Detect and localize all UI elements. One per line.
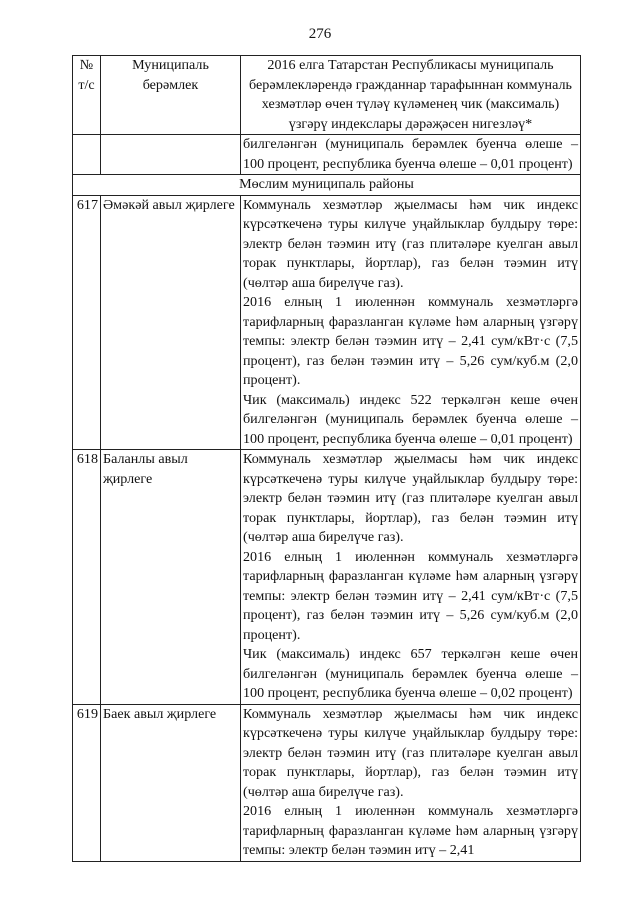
- header-municipality: Муниципаль берәмлек: [101, 56, 241, 135]
- row-description: [241, 195, 581, 450]
- region-title: Мөслим муниципаль районы: [73, 175, 581, 196]
- table-row: [73, 704, 581, 861]
- municipality-name: Баек авыл җирлеге: [101, 704, 241, 861]
- header-description: 2016 елга Татарстан Республикасы муниципаль берәмлекләрендә гражданнар тарафыннан коммуналь хезмәтләр өчен түләү күләменең чик (максималь) үзгәрү индекслары дәрәҗәсен нигезләү*: [241, 56, 581, 135]
- municipality-name: Әмәкәй авыл җирлеге: [101, 195, 241, 450]
- table-header-row: [73, 56, 581, 135]
- municipality-name: Баланлы авыл җирлеге: [101, 450, 241, 705]
- tariff-table: [72, 55, 581, 862]
- row-number: 618: [73, 450, 101, 705]
- row-paragraph: 2016 елның 1 июленнән коммуналь хезмәтләргә тарифларның фаразланган күләме һәм аларның үзгәрү темпы: электр белән тәэмин итү – 2,41: [243, 803, 578, 858]
- row-paragraph: Чик (максималь) индекс 657 теркәлгән кеше өчен билгеләнгән (муниципаль берәмлек буенча өлеше – 100 процент, республика буенча өлеше – 0,02 процент): [243, 646, 578, 701]
- table-row: [73, 450, 581, 705]
- row-paragraph: Коммуналь хезмәтләр җыелмасы һәм чик индекс күрсәткеченә туры килүче уңайлыклар булдыру төре: электр белән тәэмин итү (газ плитәләре куелган авыл торак пунктлары, йортлар), газ белән тәэмин итү (чөлтәр аша бирелүче газ).: [243, 451, 578, 545]
- row-paragraph: 2016 елның 1 июленнән коммуналь хезмәтләргә тарифларның фаразланган күләме һәм аларның үзгәрү темпы: электр белән тәэмин итү – 2,41 сум/кВт·с (7,5 процент), газ белән тәэмин итү – 5,26 сум/куб.м (2,0 процент).: [243, 548, 578, 643]
- row-paragraph: 2016 елның 1 июленнән коммуналь хезмәтләргә тарифларның фаразланган күләме һәм аларның үзгәрү темпы: электр белән тәэмин итү – 2,41 сум/кВт·с (7,5 процент), газ белән тәэмин итү – 5,26 сум/куб.м (2,0 процент).: [243, 294, 578, 388]
- continuation-name-cell: [101, 135, 241, 175]
- region-row: [73, 175, 581, 196]
- header-number: № т/с: [73, 56, 101, 135]
- page-number: 276: [308, 26, 332, 42]
- row-number: 619: [73, 704, 101, 861]
- row-paragraph: Коммуналь хезмәтләр җыелмасы һәм чик индекс күрсәткеченә туры килүче уңайлыклар булдыру төре: электр белән тәэмин итү (газ плитәләре куелган авыл торак пунктлары, йортлар), газ белән тәэмин итү (чөлтәр аша бирелүче газ).: [243, 705, 578, 800]
- row-paragraph: Коммуналь хезмәтләр җыелмасы һәм чик индекс күрсәткеченә туры килүче уңайлыклар булдыру төре: электр белән тәэмин итү (газ плитәләре куелган авыл торак пунктлары, йортлар), газ белән тәэмин итү (чөлтәр аша бирелүче газ).: [243, 196, 578, 291]
- row-description: [241, 450, 581, 705]
- table-row: [73, 195, 581, 450]
- row-description: [241, 704, 581, 861]
- continuation-row: [73, 135, 581, 175]
- continuation-num-cell: [73, 135, 101, 175]
- continuation-text: билгеләнгән (муниципаль берәмлек буенча өлеше – 100 процент, республика буенча өлеше – 0,01 процент): [241, 135, 581, 175]
- row-number: 617: [73, 195, 101, 450]
- row-paragraph: Чик (максималь) индекс 522 теркәлгән кеше өчен билгеләнгән (муниципаль берәмлек буенча өлеше – 100 процент, республика буенча өлеше – 0,01 процент): [243, 391, 578, 447]
